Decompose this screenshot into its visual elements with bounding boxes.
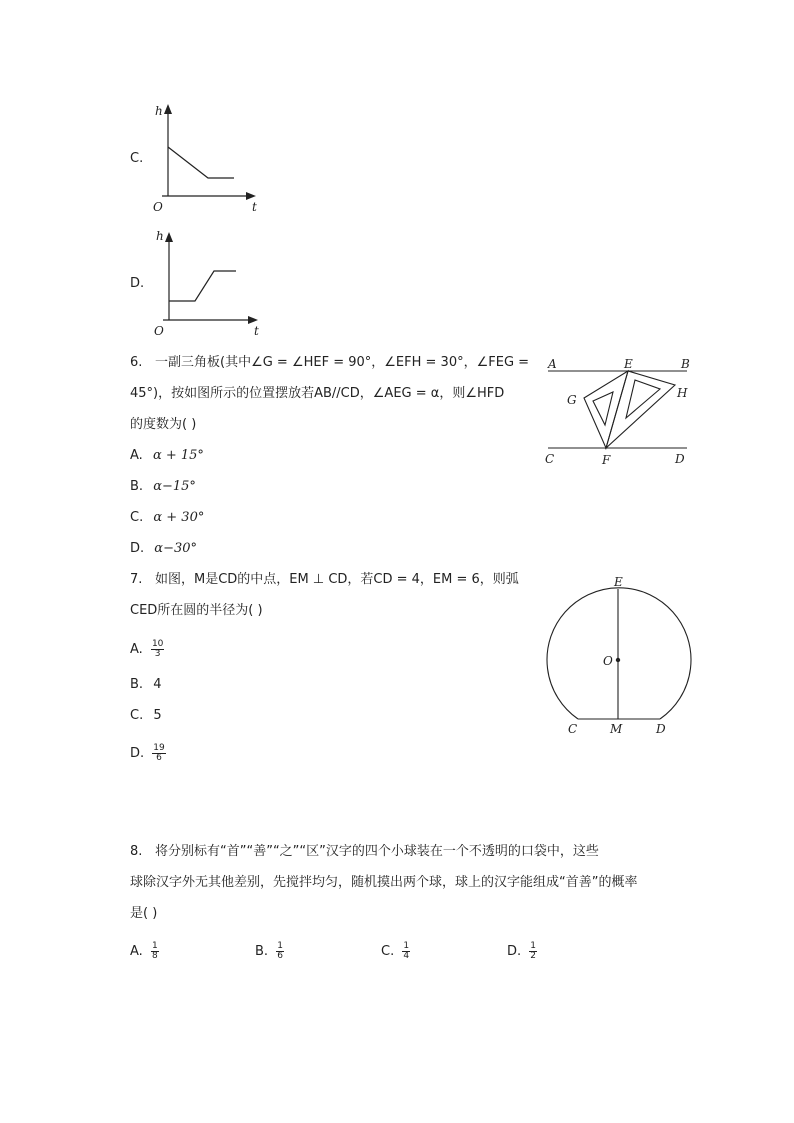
q7-line2: CED所在圆的半径为( ) [130, 603, 263, 618]
q7-option-b-label: B. [130, 677, 144, 692]
option-c-label: C. [130, 151, 144, 166]
q6-option-c-text: α + 30° [153, 510, 205, 525]
q6-option-d-label: D. [130, 541, 145, 556]
option-d-label: D. [130, 276, 145, 291]
q7-option-d-fraction: $\frac{19}{6}$ [153, 743, 165, 763]
q7-option-c [130, 708, 162, 724]
q8-option-a [130, 942, 159, 961]
q8-option-b-fraction: $\frac{1}{6}$ [277, 941, 283, 961]
q7-option-c-text: 5 [153, 708, 162, 723]
q8-option-c [381, 942, 410, 961]
q6-point-h: H [677, 386, 688, 400]
q6-option-a [130, 448, 204, 464]
q7-option-b-text: 4 [153, 677, 162, 692]
q8-line3: 是( ) [130, 906, 158, 921]
q8-option-b-label: B. [255, 944, 269, 959]
q6-point-b: B [681, 357, 690, 371]
q7-point-d: D [656, 722, 666, 736]
c-t-label: t [252, 200, 257, 214]
q6-option-b-label: B. [130, 479, 144, 494]
q6-point-e: E [624, 357, 633, 371]
q8-option-a-label: A. [130, 944, 143, 959]
q6-line1: 一副三角板(其中∠G = ∠HEF = 90°，∠EFH = 30°，∠FEG = [155, 355, 530, 370]
c-h-label: h [155, 104, 163, 118]
q7-option-d [130, 744, 166, 763]
q6-option-b [130, 479, 196, 495]
q6-point-c: C [545, 452, 555, 466]
q8-number: 8. [130, 844, 143, 859]
q6-number: 6. [130, 355, 143, 370]
q7-line1: 如图，M是CD的中点，EM ⊥ CD，若CD = 4，EM = 6，则弧 [155, 572, 519, 587]
q7-option-a-label: A. [130, 642, 143, 657]
q8-option-c-fraction: $\frac{1}{4}$ [403, 941, 410, 961]
q7-point-o: O [603, 654, 613, 668]
q8-option-d [507, 942, 537, 961]
q8-option-b [255, 942, 284, 961]
q8-option-a-fraction: $\frac{1}{8}$ [151, 941, 158, 961]
q7-point-e: E [614, 575, 623, 589]
q6-option-a-text: α + 15° [152, 448, 204, 463]
q6-point-g: G [567, 393, 577, 407]
q8-option-c-label: C. [381, 944, 395, 959]
q7-option-d-label: D. [130, 746, 145, 761]
q6-option-c [130, 510, 204, 526]
d-origin-label: O [154, 324, 164, 338]
option-d-graph [148, 224, 268, 342]
q7-point-m: M [610, 722, 623, 736]
q7-circle-figure [540, 570, 700, 742]
q7-option-c-label: C. [130, 708, 144, 723]
c-origin-label: O [153, 200, 163, 214]
q7-number: 7. [130, 572, 143, 587]
q8-line1: 将分别标有“首”“善”“之”“区”汉字的四个小球装在一个不透明的口袋中，这些 [155, 844, 599, 859]
q6-point-a: A [548, 357, 557, 371]
d-h-label: h [156, 229, 164, 243]
q8-line2: 球除汉字外无其他差别，先搅拌均匀，随机摸出两个球，球上的汉字能组成“首善”的概率 [130, 875, 638, 890]
q6-point-f: F [602, 453, 611, 467]
d-t-label: t [254, 324, 259, 338]
q7-option-a-fraction: $\frac{10}{3}$ [151, 639, 164, 659]
q8-option-d-fraction: $\frac{1}{2}$ [530, 941, 537, 961]
q8-option-d-label: D. [507, 944, 522, 959]
q7-option-a [130, 640, 164, 659]
q6-point-d: D [675, 452, 685, 466]
q6-line3: 的度数为( ) [130, 417, 197, 432]
q6-option-a-label: A. [130, 448, 143, 463]
q6-line2: 45°)，按如图所示的位置摆放若AB//CD，∠AEG = α，则∠HFD [130, 386, 505, 401]
option-c-graph [148, 100, 268, 218]
q6-triangle-figure [540, 350, 700, 472]
q6-option-d [130, 541, 197, 557]
q6-option-d-text: α−30° [154, 541, 198, 556]
q7-point-c: C [568, 722, 578, 736]
q6-option-b-text: α−15° [153, 479, 196, 494]
q7-option-b [130, 677, 161, 693]
q6-option-c-label: C. [130, 510, 144, 525]
